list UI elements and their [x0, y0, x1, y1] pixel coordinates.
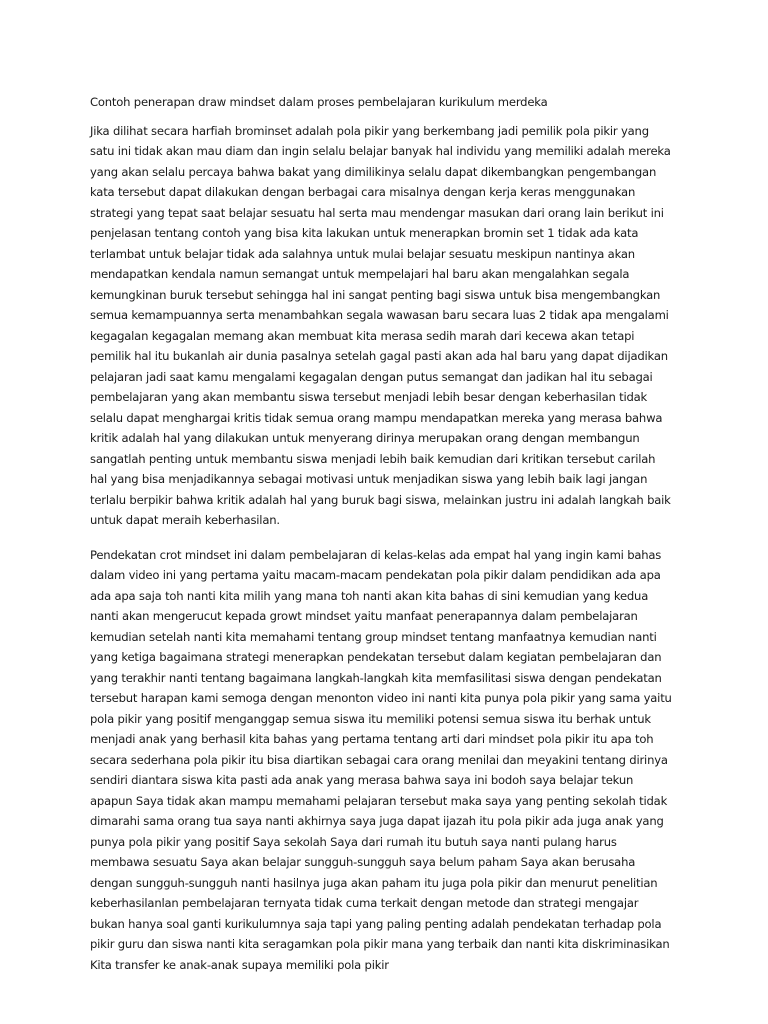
document-title: Contoh penerapan draw mindset dalam proses pembelajaran kurikulum merdeka	[90, 95, 548, 109]
paragraph-2: Pendekatan crot mindset ini dalam pembelajaran di kelas-kelas ada empat hal yang ingin kami bahas dalam video ini yang pertama yaitu macam-macam pendekatan pola pikir dalam pendidikan ada apa ada apa saja toh nanti kita milih yang mana toh nanti akan kita bahas di sini kemudian yang kedua nanti akan mengerucut kepada growt mindset yaitu manfaat penerapannya dalam pembelajaran kemudian setelah nanti kita memahami tentang group mindset tentang manfaatnya kemudian nanti yang ketiga bagaimana strategi menerapkan pendekatan tersebut dalam kegiatan pembelajaran dan yang terakhir nanti tentang bagaimana langkah-langkah kita memfasilitasi siswa dengan pendekatan tersebut harapan kami semoga dengan menonton video ini nanti kita punya pola pikir yang sama yaitu pola pikir yang positif menganggap semua siswa itu memiliki potensi semua siswa itu berhak untuk menjadi anak yang berhasil kita bahas yang pertama tentang arti dari mindset pola pikir itu apa toh secara sederhana pola pikir itu bisa diartikan sebagai cara orang menilai dan meyakini tentang dirinya sendiri diantara siswa kita pasti ada anak yang merasa bahwa saya ini bodoh saya belajar tekun apapun Saya tidak akan mampu memahami pelajaran tersebut maka saya yang penting sekolah tidak dimarahi sama orang tua saya nanti akhirnya saya juga dapat ijazah itu pola pikir ada juga anak yang punya pola pikir yang positif Saya sekolah Saya dari rumah itu butuh saya nanti pulang harus membawa sesuatu Saya akan belajar sungguh-sungguh saya belum paham Saya akan berusaha dengan sungguh-sungguh nanti hasilnya juga akan paham itu juga pola pikir dan menurut penelitian keberhasilanlan pembelajaran ternyata tidak cuma terkait dengan metode dan strategi mengajar bukan hanya soal ganti kurikulumnya saja tapi yang paling penting adalah pendekatan terhadap pola pikir guru dan siswa nanti kita seragamkan pola pikir mana yang terbaik dan nanti kita diskriminasikan Kita transfer ke anak-anak supaya memiliki pola pikir	[90, 547, 672, 972]
paragraph-1: Jika dilihat secara harfiah brominset adalah pola pikir yang berkembang jadi pemilik pola pikir yang satu ini tidak akan mau diam dan ingin selalu belajar banyak hal individu yang memiliki adalah mereka yang akan selalu percaya bahwa bakat yang dimilikinya selalu dapat dikembangkan pengembangan kata tersebut dapat dilakukan dengan berbagai cara misalnya dengan kerja keras menggunakan strategi yang tepat saat belajar sesuatu hal serta mau mendengar masukan dari orang lain berikut ini penjelasan tentang contoh yang bisa kita lakukan untuk menerapkan bromin set 1 tidak ada kata terlambat untuk belajar tidak ada salahnya untuk mulai belajar sesuatu meskipun nantinya akan mendapatkan kendala namun semangat untuk mempelajari hal baru akan mengalahkan segala kemungkinan buruk tersebut sehingga hal ini sangat penting bagi siswa untuk bisa mengembangkan semua kemampuannya serta menambahkan segala wawasan baru secara luas 2 tidak apa mengalami kegagalan kegagalan memang akan membuat kita merasa sedih marah dari kecewa akan tetapi pemilik hal itu bukanlah air dunia pasalnya setelah gagal pasti akan ada hal baru yang dapat dijadikan pelajaran jadi saat kamu mengalami kegagalan dengan putus semangat dan jadikan hal itu sebagai pembelajaran yang akan membantu siswa tersebut menjadi lebih besar dengan keberhasilan tidak selalu dapat menghargai kritis tidak semua orang mampu mendapatkan mereka yang merasa bahwa kritik adalah hal yang dilakukan untuk menyerang dirinya merupakan orang dengan membangun sangatlah penting untuk membantu siswa menjadi lebih baik kemudian dari kritikan tersebut carilah hal yang bisa menjadikannya sebagai motivasi untuk menjadikan siswa yang lebih baik lagi jangan terlalu berpikir bahwa kritik adalah hal yang buruk bagi siswa, melainkan justru ini adalah langkah baik untuk dapat meraih keberhasilan.	[90, 123, 671, 527]
document-body	[90, 92, 674, 989]
